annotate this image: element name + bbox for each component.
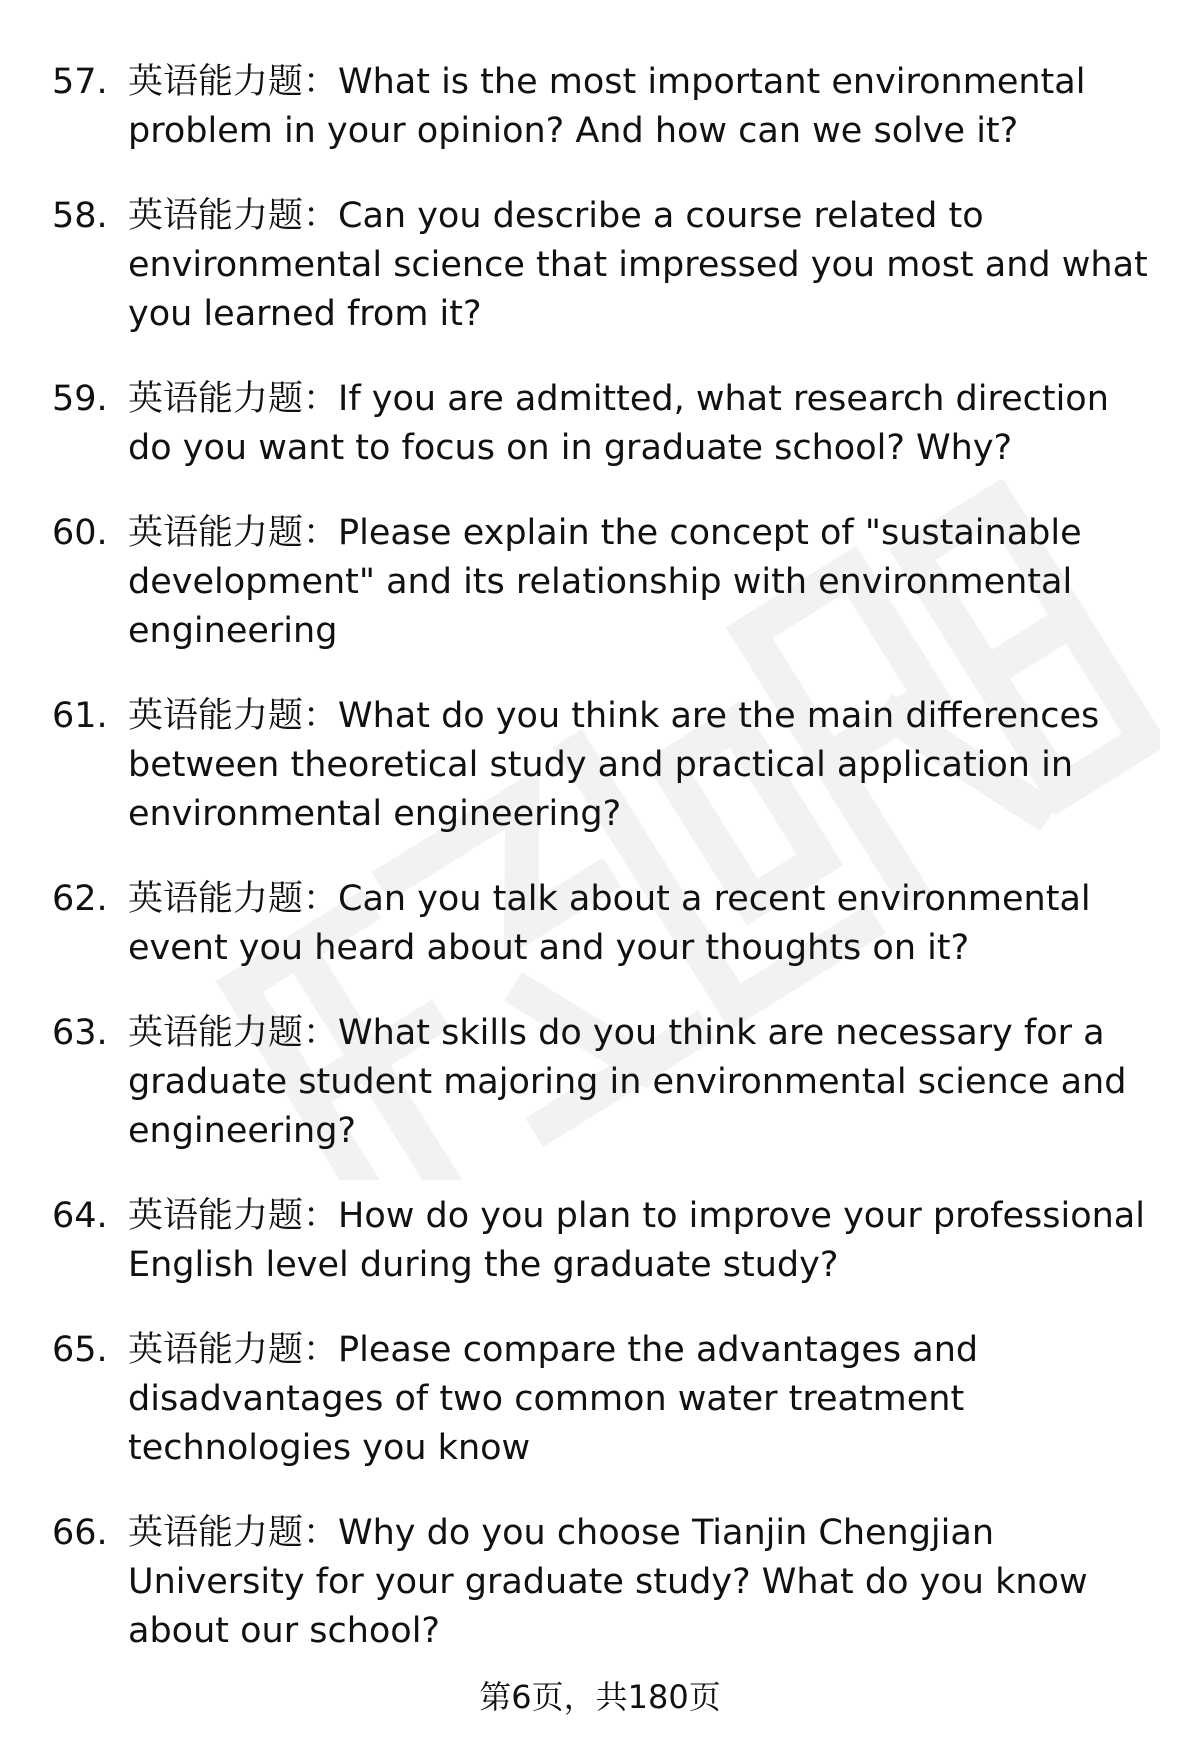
question-item [0,58,1200,156]
question-text: 英语能力题：Please explain the concept of "sustainable development" and its relationship with environmental engineering [128,513,1082,651]
question-item [0,192,1200,339]
question-list [0,58,1200,1692]
question-item [0,1009,1200,1156]
question-number: 57. [52,62,108,102]
question-text: 英语能力题：Please compare the advantages and disadvantages of two common water treatment technologies you know [128,1330,979,1468]
question-text: 英语能力题：What skills do you think are necessary for a graduate student majoring in environmental science and engineering? [128,1013,1127,1151]
question-item [0,692,1200,839]
question-number: 60. [52,513,108,553]
question-number: 59. [52,379,108,419]
question-item [0,509,1200,656]
question-text: 英语能力题：Can you talk about a recent environmental event you heard about and your thoughts on it? [128,879,1091,968]
question-item [0,1509,1200,1656]
question-number: 61. [52,696,108,736]
page-footer [0,1675,1200,1719]
question-text: 英语能力题：Can you describe a course related to environmental science that impressed you most and what you learned from it? [128,196,1148,334]
question-number: 66. [52,1513,108,1553]
question-number: 63. [52,1013,108,1053]
question-number: 65. [52,1330,108,1370]
question-text: 英语能力题：What is the most important environmental problem in your opinion? And how can we solve it? [128,62,1086,151]
question-number: 64. [52,1196,108,1236]
question-number: 58. [52,196,108,236]
question-item [0,1192,1200,1290]
question-item [0,1326,1200,1473]
question-text: 英语能力题：If you are admitted, what research direction do you want to focus on in graduate school? Why? [128,379,1109,468]
page-number-label: 第6页，共180页 [479,1678,721,1716]
question-text: 英语能力题：Why do you choose Tianjin Chengjian University for your graduate study? What do you know about our school? [128,1513,1088,1651]
question-text: 英语能力题：How do you plan to improve your professional English level during the graduate study? [128,1196,1145,1285]
question-text: 英语能力题：What do you think are the main differences between theoretical study and practical application in environmental engineering? [128,696,1100,834]
question-number: 62. [52,879,108,919]
question-item [0,875,1200,973]
question-item [0,375,1200,473]
